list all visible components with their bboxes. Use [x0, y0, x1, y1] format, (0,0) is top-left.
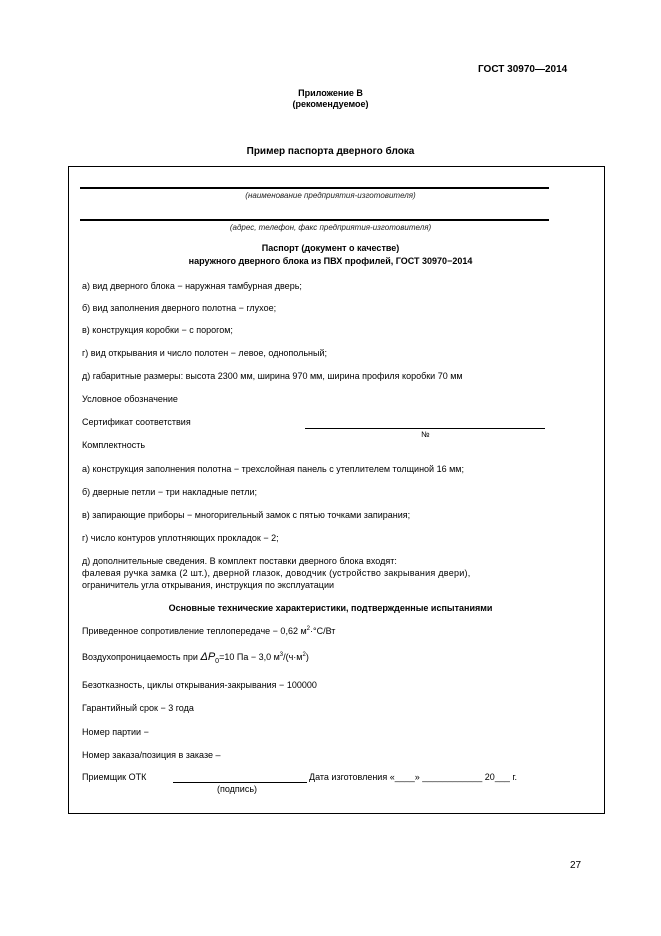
appendix-title: Приложение В [298, 88, 363, 98]
kit-a: а) конструкция заполнения полотна − трехслойная панель с утеплителем толщиной 16 мм; [82, 464, 464, 474]
address-line [80, 219, 549, 221]
signature-line [173, 782, 307, 783]
certificate: Сертификат соответствия [82, 417, 191, 427]
spec-air: Воздухопроницаемость при $\Delta P_0=10$ Па − 3,0 $м^3/(ч\cdot м^2)$ [82, 651, 309, 665]
caption-name: (наименование предприятия-изготовителя) [245, 191, 416, 200]
example-title: Пример паспорта дверного блока [246, 146, 415, 157]
page-number: 27 [570, 860, 582, 871]
kit-b: б) дверные петли − три накладные петли; [82, 487, 257, 497]
caption-address: (адрес, телефон, факс предприятия-изготовителя) [229, 223, 432, 232]
designation: Условное обозначение [82, 394, 178, 404]
signature-caption: (подпись) [217, 784, 258, 794]
warranty: Гарантийный срок − 3 года [82, 703, 194, 713]
spec-thermal: Приведенное сопротивление теплопередаче − 0,62 $м^2\cdot^\circ С/Вт$ [82, 626, 336, 636]
item-c: в) конструкция коробки − с порогом; [82, 325, 233, 335]
batch-number: Номер партии − [82, 727, 149, 737]
reliability: Безотказность, циклы открывания-закрывания − 100000 [82, 680, 317, 690]
item-d: г) вид открывания и число полотен − левое, однопольный; [82, 348, 328, 358]
inspector-label: Приемщик ОТК [82, 772, 147, 782]
kit-c: в) запирающие приборы − многоригельный замок с пятью точками запирания; [82, 510, 411, 520]
kit-e-line2: фалевая ручка замка (2 шт.), дверной глазок, доводчик (устройство закрывания двери), [82, 568, 471, 578]
passport-title: Паспорт (документ о качестве) [261, 243, 400, 253]
kit-e: д) дополнительные сведения. В комплект поставки дверного блока входят: [82, 556, 397, 566]
completeness: Комплектность [82, 440, 146, 450]
kit-e-line3: ограничитель угла открывания, инструкция по эксплуатации [82, 580, 335, 590]
order-number: Номер заказа/позиция в заказе – [82, 750, 221, 760]
number-sign: № [421, 430, 430, 439]
kit-d: г) число контуров уплотняющих прокладок − 2; [82, 533, 279, 543]
item-e: д) габаритные размеры: высота 2300 мм, ширина 970 мм, ширина профиля коробки 70 мм [82, 371, 463, 381]
standard-header: ГОСТ 30970—2014 [478, 64, 568, 75]
manufacture-date: Дата изготовления «____» ____________ 20___ г. [309, 772, 518, 782]
name-line [80, 187, 549, 189]
passport-subtitle: наружного дверного блока из ПВХ профилей, ГОСТ 30970−2014 [188, 256, 473, 266]
item-a: а) вид дверного блока − наружная тамбурная дверь; [82, 281, 302, 291]
item-b: б) вид заполнения дверного полотна − глухое; [82, 303, 277, 313]
specs-title: Основные технические характеристики, подтвержденные испытаниями [168, 603, 493, 613]
appendix-note: (рекомендуемое) [292, 99, 369, 109]
